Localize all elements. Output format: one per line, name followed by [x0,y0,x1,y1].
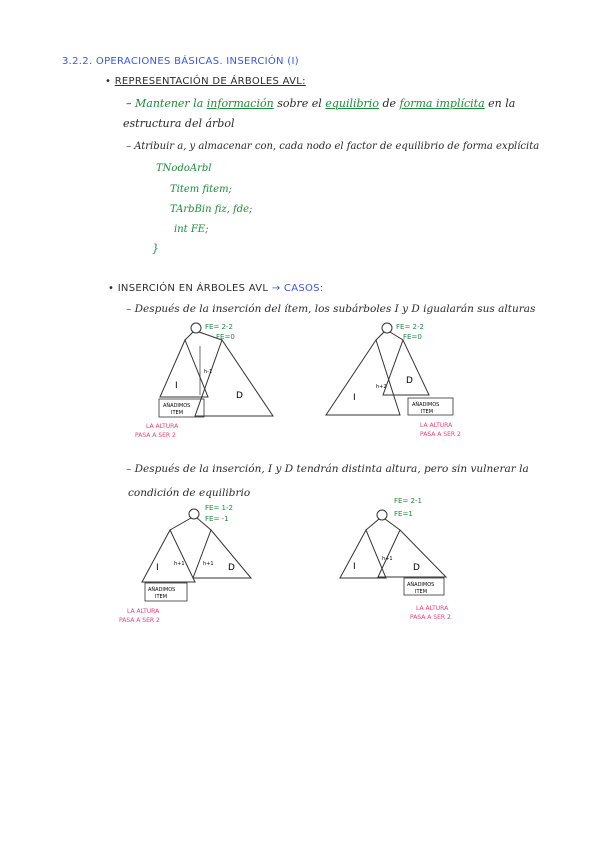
diagram-3-note-2: PASA A SER 2 [119,617,160,624]
item1-word-information: información [206,97,274,110]
diagram-3-note-1: LA ALTURA [127,608,160,615]
avl-diagram-4 [318,492,478,622]
diagram-4-right-label: D [413,563,420,573]
item1-word-forma: forma implícita [399,97,485,110]
diagram-2-fe1: FE= 2-2 [396,323,424,331]
diagram-4-left-subtree [340,530,386,578]
diagram-2-note-2: PASA A SER 2 [420,431,461,438]
code-line-5: } [152,242,159,255]
avl-diagram-2 [310,318,490,448]
representation-heading [105,76,306,87]
item1-prefix: Mantener la [135,97,204,110]
bullet-icon: • [105,76,112,87]
diagram-3-box-line2: ITEM [155,594,168,600]
diagram-4-right-subtree [378,530,446,577]
representation-heading-text: REPRESENTACIÓN DE ÁRBOLES AVL: [114,76,306,87]
diagram-4-note-2: PASA A SER 2 [410,614,451,621]
insertion-heading [108,283,323,294]
representation-item-2 [126,141,539,152]
diagram-3-h-left: h+1 [174,561,185,567]
diagram-3-left-subtree [142,530,195,582]
diagram-3-right-label: D [228,563,235,573]
section-number: 3.2.2. [62,56,93,67]
insertion-heading-text: INSERCIÓN EN ÁRBOLES AVL [117,283,269,294]
diagram-4-fe1: FE= 2-1 [394,497,422,505]
diagram-3-h-right: h+1 [203,561,214,567]
diagram-2-fe2: FE=0 [403,333,422,341]
case-2-text [126,463,529,475]
diagram-2-right-subtree [383,340,429,395]
diagram-2-h-left: h+2 [376,384,387,390]
diagram-2-note-1: LA ALTURA [420,422,453,429]
case-2-line2: condición de equilibrio [128,487,251,499]
diagram-2-box-line2: ITEM [421,409,434,415]
section-title-text: OPERACIONES BÁSICAS. INSERCIÓN (I) [95,56,299,67]
dash-icon: – [126,463,135,475]
diagram-4-note-1: LA ALTURA [416,605,449,612]
item2-text: Atribuir a, y almacenar con, cada nodo el factor de equilibrio de forma explícita [134,141,540,152]
avl-diagram-1 [130,318,290,448]
case-1-text [126,303,535,315]
diagram-2-left-label: I [353,393,356,403]
case-1-body: Después de la inserción del ítem, los subárboles I y D igualarán sus alturas [134,303,536,315]
diagram-3-left-label: I [156,563,159,573]
diagram-1-right-subtree [195,340,273,416]
diagram-4-h-left: h+1 [382,556,393,562]
item1-mid: sobre el [277,97,322,110]
diagram-1-note-1: LA ALTURA [146,423,179,430]
section-title [62,56,299,67]
avl-diagram-3 [115,502,275,632]
diagram-1-note-2: PASA A SER 2 [135,432,176,439]
bullet-icon: • [108,283,115,294]
diagram-1-fe2: FE=0 [216,333,235,341]
cases-label: CASOS: [283,283,324,294]
diagram-3-box-line1: AÑADIMOS [148,587,176,593]
diagram-1-box-line1: AÑADIMOS [163,403,191,409]
diagram-1-left-subtree [160,340,208,397]
case-2-line1: Después de la inserción, I y D tendrán distinta altura, pero sin vulnerar la [134,463,529,475]
code-line-1: TNodoArbl [156,163,212,174]
diagram-2-right-label: D [406,376,413,386]
item1-end: en la [488,97,516,110]
diagram-2-box-line1: AÑADIMOS [412,402,440,408]
dash-icon: – [126,303,135,315]
arrow-right-icon: → [271,283,281,294]
diagram-1-h-left: h-1 [204,369,213,375]
item1-word-de: de [382,97,397,110]
representation-item-1 [126,97,515,110]
dash-icon: – [126,141,135,152]
diagram-3-right-subtree [193,530,251,578]
code-line-3: TArbBin fiz, fde; [170,204,253,215]
diagram-1-left-label: I [175,381,178,391]
dash-icon: – [126,97,135,110]
code-line-4: int FE; [174,224,209,235]
diagram-3-fe1: FE= 1-2 [205,504,233,512]
diagram-4-box-line1: AÑADIMOS [407,582,435,588]
diagram-4-fe2: FE=1 [394,510,413,518]
item1-word-equilibrio: equilibrio [325,97,379,110]
diagram-1-right-label: D [236,391,243,401]
diagram-3-fe2: FE= -1 [205,515,229,523]
diagram-4-left-label: I [353,562,356,572]
diagram-1-fe1: FE= 2-2 [205,323,233,331]
diagram-4-box-line2: ITEM [415,589,428,595]
diagram-1-box-line2: ITEM [171,410,184,416]
code-line-2: Titem fitem; [170,184,232,195]
representation-item-1-line2: estructura del árbol [123,117,235,130]
